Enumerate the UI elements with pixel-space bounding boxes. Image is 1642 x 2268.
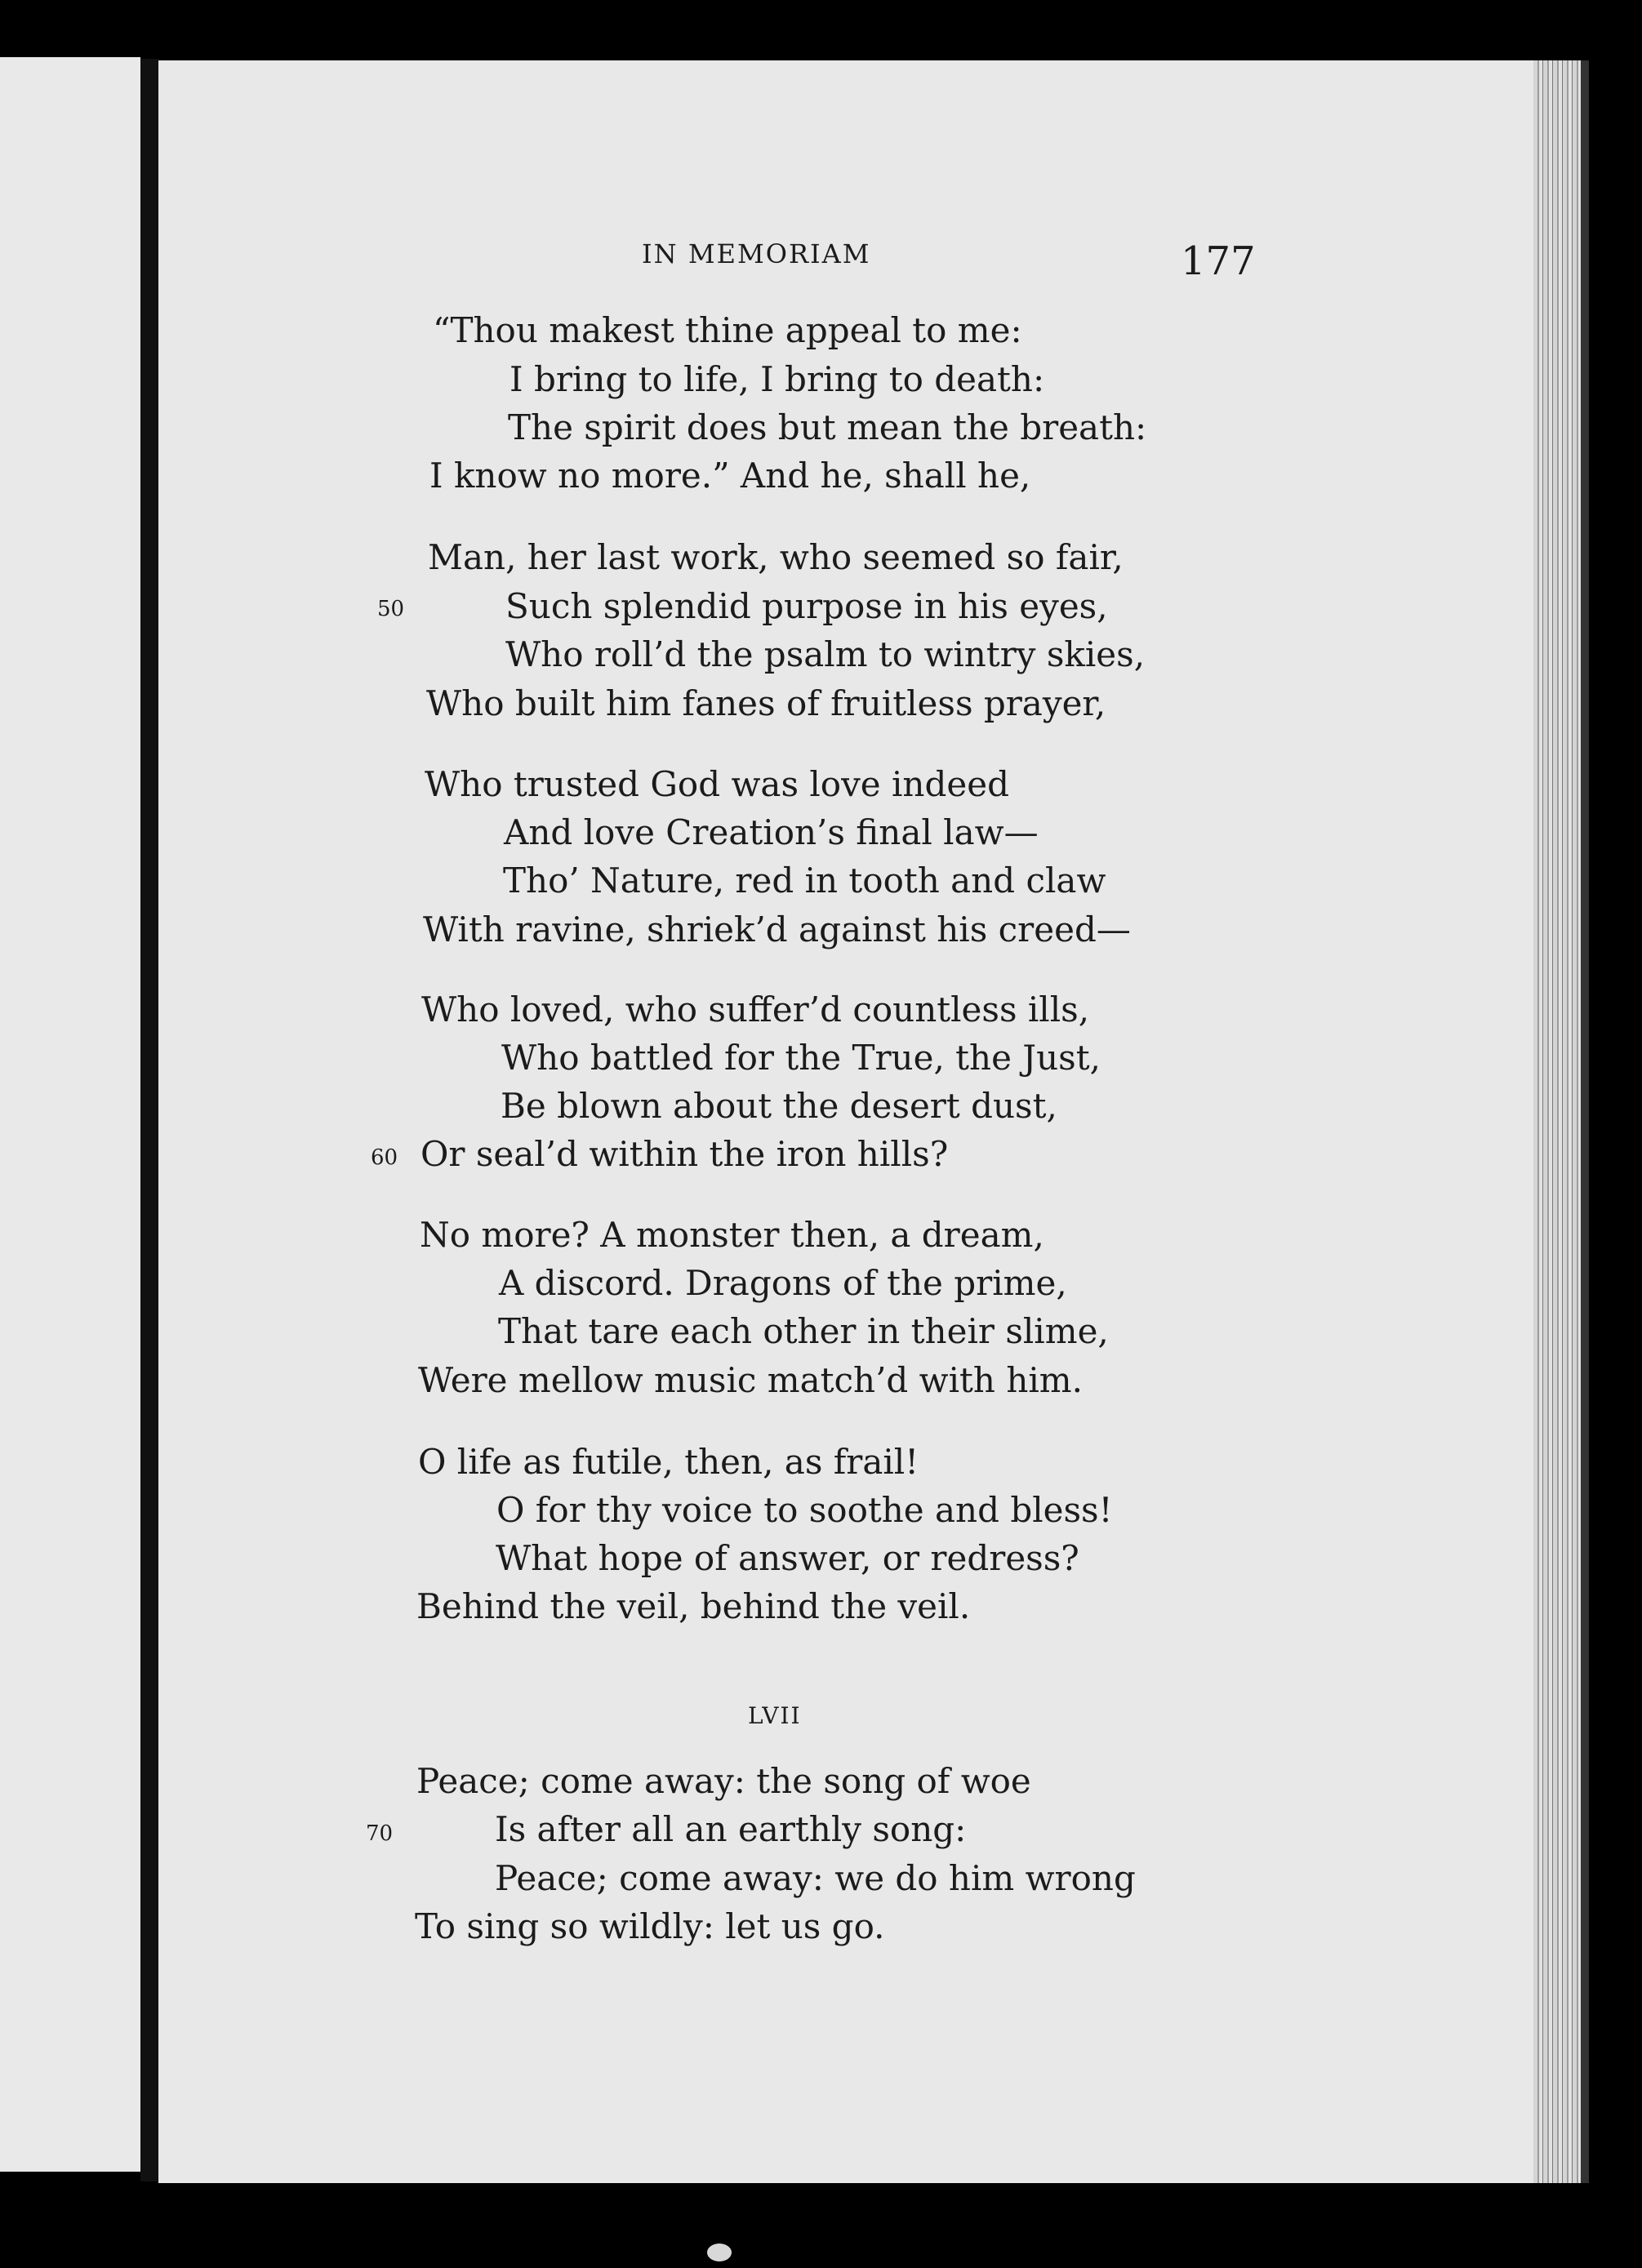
page-number: 177	[1181, 238, 1256, 284]
scan-blemish	[707, 2244, 732, 2261]
poem-line: Man, her last work, who seemed so fair,	[428, 537, 1124, 577]
poem-line: Who built him fanes of fruitless prayer,	[426, 683, 1106, 723]
book-gutter	[140, 59, 158, 2181]
poem-line: “Thou makest thine appeal to me:	[433, 310, 1022, 350]
poem-line: Tho’ Nature, red in tooth and claw	[503, 861, 1106, 901]
poem-line: What hope of answer, or redress?	[496, 1538, 1079, 1578]
poem-line: Such splendid purpose in his eyes,	[505, 586, 1108, 626]
poem-line: O life as futile, then, as frail!	[418, 1442, 919, 1482]
poem-line: Be blown about the desert dust,	[501, 1086, 1057, 1126]
poem-line: Peace; come away: the song of woe	[416, 1761, 1031, 1801]
poem-line: The spirit does but mean the breath:	[508, 407, 1147, 447]
margin-line-number: 50	[377, 597, 405, 621]
page-fore-edge	[1533, 60, 1581, 2183]
poem-line: Who trusted God was love indeed	[425, 764, 1009, 804]
poem-line: Who loved, who suffer’d countless ills,	[421, 989, 1090, 1029]
poem-line: Were mellow music match’d with him.	[418, 1360, 1083, 1400]
margin-line-number: 70	[366, 1821, 394, 1846]
poem-line: Peace; come away: we do him wrong	[495, 1858, 1136, 1898]
poem-line: Who battled for the True, the Just,	[501, 1038, 1101, 1078]
poem-line: Behind the veil, behind the veil.	[416, 1586, 971, 1626]
poem-line: No more? A monster then, a dream,	[420, 1215, 1044, 1255]
poem-line: To sing so wildly: let us go.	[415, 1906, 885, 1946]
poem-line: I bring to life, I bring to death:	[510, 359, 1045, 399]
poem-line: That tare each other in their slime,	[498, 1311, 1109, 1351]
poem-line: And love Creation’s final law—	[504, 812, 1039, 852]
margin-line-number: 60	[371, 1145, 398, 1170]
poem-line: Who roll’d the psalm to wintry skies,	[505, 634, 1146, 674]
running-head: IN MEMORIAM	[642, 238, 871, 269]
poem-line: Or seal’d within the iron hills?	[421, 1134, 949, 1174]
poem-line: A discord. Dragons of the prime,	[499, 1263, 1067, 1303]
poem-line: With ravine, shriek’d against his creed—	[423, 909, 1131, 949]
poem-line: O for thy voice to soothe and bless!	[496, 1490, 1113, 1530]
section-title: LVII	[748, 1702, 802, 1729]
poem-line: Is after all an earthly song:	[495, 1809, 967, 1849]
previous-page-edge	[0, 57, 140, 2172]
poem-line: I know no more.” And he, shall he,	[429, 456, 1031, 496]
page-fore-edge-shadow	[1581, 60, 1589, 2183]
